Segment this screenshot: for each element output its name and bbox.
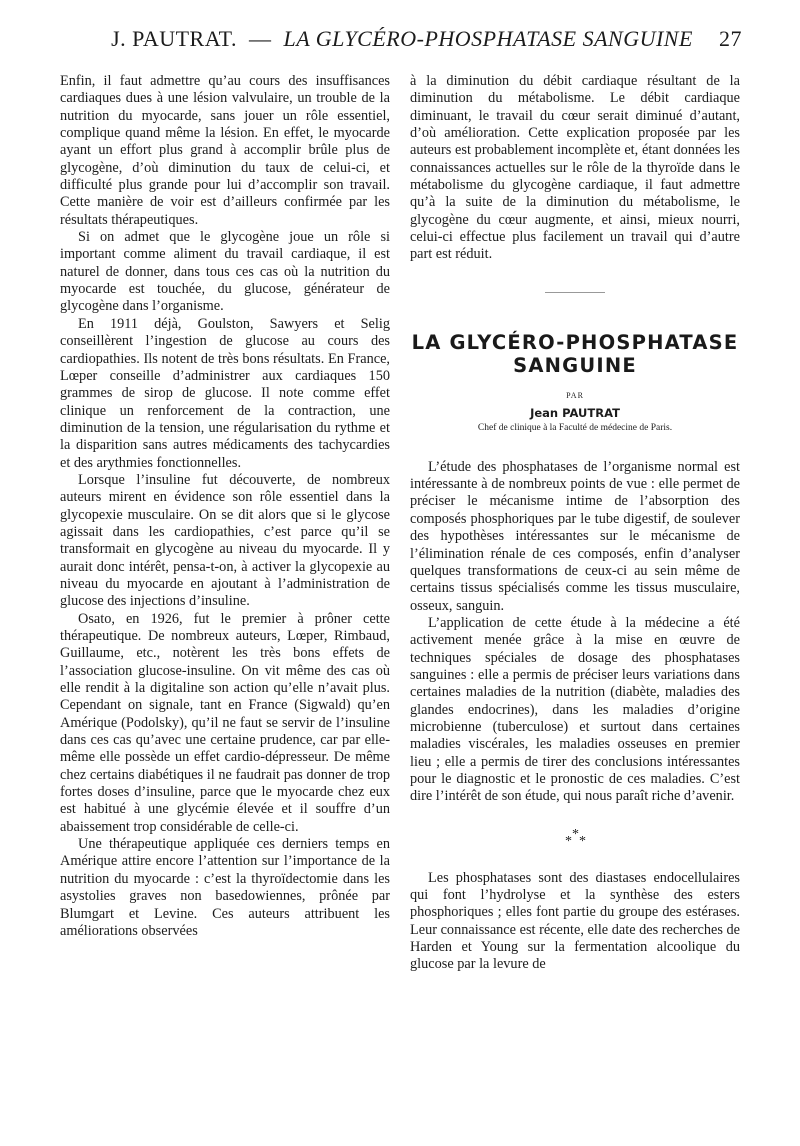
article-title [410,331,740,377]
page-number: 27 [719,26,742,51]
paragraph: Lorsque l’insuline fut découverte, de nombreux auteurs mirent en évidence son rôle essentiel dans la glycopexie musculaire. On se dit alors que si le glycose agissait dans les cardiopathies, c’est parce qu’il se transformait en glycogène au niveau du myocarde. Il y aurait donc intérêt, pensa-t-on, à activer la glycopexie au niveau du myocarde en ajoutant à l’administration de glucose des injections d’insuline. [60,471,390,610]
paragraph: Une thérapeutique appliquée ces derniers temps en Amérique attire encore l’attention sur l’importance de la nutrition du myocarde : c’est la thyroïdectomie dans les asystolies graves non basedowiennes, prônée par Blumgart et Levine. Ces auteurs attribuent les améliorations observées [60,836,390,939]
paragraph: Si on admet que le glycogène joue un rôle si important comme aliment du travail cardiaque, il est naturel de donner, dans tous ces cas où la nutrition du myocarde est touchée, du glucose, générateur de glycogène dans l’organisme. [60,229,390,315]
asterism [555,828,595,848]
asterism-star: * [572,826,579,842]
right-column [410,73,740,974]
paragraph: En 1911 déjà, Goulston, Sawyers et Selig conseillèrent l’ingestion de glucose au cours des cardiopathies. Ils notent de très bons résultats. En France, Lœper conseille d’administrer aux cardiaques 150 grammes de sirop de glucose. Il note comme effet clinique un renforcement de la contraction, une diminution de la tension, une régularisation du rythme et la disparition sans autres médicaments des tachycardies et des arythmies fonctionnelles. [60,315,390,471]
paragraph: Enfin, il faut admettre qu’au cours des insuffisances cardiaques dues à une lésion valvulaire, un trouble de la nutrition du myocarde, sans jouer un rôle essentiel, complique quand même la lésion. En effet, le myocarde ayant un effort plus grand à accomplir brûle plus de glycogène, d’où diminution du taux de celui-ci, et difficulté plus grande pour lui d’accomplir son travail. Cette manière de voir est d’ailleurs confirmée par les résultats thérapeutiques. [60,73,390,228]
by-label: PAR [566,390,584,400]
running-header [62,26,742,60]
asterism-star: * [565,833,572,849]
section-divider [545,292,605,293]
left-column [60,73,390,940]
asterism-star: * [579,833,586,849]
paragraph: L’étude des phosphatases de l’organisme normal est intéressante à de nombreux points de vue : elle permet de préciser le mécanisme intime de l’absorption des composés phosphoriques par le tube digestif, de soulever des hypothèses intéressantes sur le mécanisme de l’élimination rénale de ces composés, enfin d’analyser quelques transformations de ceux-ci au sein même de certains tissus spécialisés comme les tissus musculaire, osseux, sanguin. [410,458,740,614]
paragraph: L’application de cette étude à la médecine a été activement menée grâce à la mise en œuvre de techniques spéciales de dosage des phosphatases sanguines : elle a permis de préciser leurs variations dans certaines maladies de la nutrition (diabète, maladies des glandes endocrines), dans les maladies d’origine microbienne (tuberculose) et surtout dans certaines maladies viscérales, les maladies osseuses en premier lieu ; elle a permis de tirer des conclusions intéressantes pour le diagnostic et le pronostic de ces maladies. C’est dire l’intérêt de son étude, qui nous paraît riche d’avenir. [410,614,740,805]
paragraph: Les phosphatases sont des diastases endocellulaires qui font l’hydrolyse et la synthèse des esters phosphoriques ; elles font partie du groupe des estérases. Leur connaissance est récente, elle date des recherches de Harden et Young sur la fermentation alcoolique du glucose par la levure de [410,869,740,973]
article-title-line: SANGUINE [513,353,637,377]
author-affiliation: Chef de clinique à la Faculté de médecine de Paris. [477,422,673,433]
article-title-line: LA GLYCÉRO-PHOSPHATASE [411,330,739,354]
paragraph: Osato, en 1926, fut le premier à prôner cette thérapeutique. De nombreux auteurs, Lœper, Rimbaud, Guillaume, etc., notèrent les très bons effets de l’association glucose-insuline. On vit même des cas où elle rendit à la digitaline son action qu’elle n’avait plus. Cependant on signale, tant en France (Sigwald) qu’en Amérique (Podolsky), qu’il ne faut se servir de l’insuline dans ces cas qu’avec une certaine prudence, car par elle-même elle possède un effet cardio-dépresseur. De même chez certains diabétiques il ne faudrait pas donner de trop fortes doses d’insuline, parce que le myocarde chez eux est habitué à une glycémie élevée et il souffre d’un abaissement trop considérable de celle-ci. [60,610,390,835]
header-separator: — [248,26,272,51]
header-author: J. PAUTRAT. [111,26,237,51]
header-title: LA GLYCÉRO-PHOSPHATASE SANGUINE [283,26,693,51]
continuation-paragraph: à la diminution du débit cardiaque résultant de la diminution du métabolisme. Le débit cardiaque diminuant, le travail du cœur serait diminué d’autant, d’où amélioration. Cette explication proposée par les auteurs est probablement incomplète et, étant données les connaissances actuelles sur le rôle de la thyroïde dans le métabolisme du glycogène cardiaque, il faut admettre qu’à la suite de la diminution du métabolisme, le glycogène du cœur augmente, et ainsi, mieux nourri, celui-ci effectue plus facilement un travail qui d’autre part est réduit. [410,73,740,263]
article-author: Jean PAUTRAT [530,405,620,420]
